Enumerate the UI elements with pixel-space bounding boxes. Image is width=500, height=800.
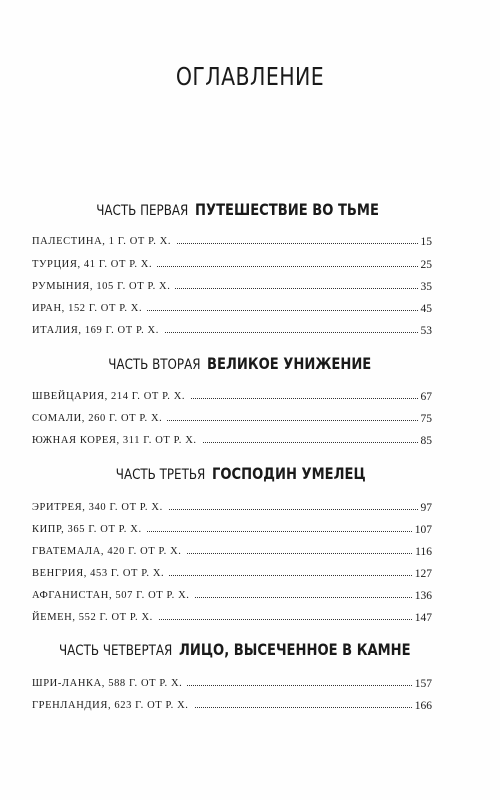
entry-name: ИТАЛИЯ, 169 Г. ОТ Р. Х. bbox=[32, 324, 164, 338]
part-label: ЧАСТЬ ТРЕТЬЯ bbox=[116, 467, 206, 483]
toc-entry bbox=[32, 276, 432, 294]
entry-name: ПАЛЕСТИНА, 1 Г. ОТ Р. Х. bbox=[32, 235, 176, 249]
entry-name: ГРЕНЛАНДИЯ, 623 Г. ОТ Р. Х. bbox=[32, 699, 194, 713]
entry-name: ИРАН, 152 Г. ОТ Р. Х. bbox=[32, 302, 147, 316]
toc-entry bbox=[32, 497, 432, 515]
entry-name: КИПР, 365 Г. ОТ Р. Х. bbox=[32, 523, 147, 537]
entry-name: ЮЖНАЯ КОРЕЯ, 311 Г. ОТ Р. Х. bbox=[32, 434, 202, 448]
toc-entry bbox=[32, 541, 432, 559]
toc-entry bbox=[32, 386, 432, 404]
toc-entry bbox=[32, 408, 432, 426]
toc-entry bbox=[32, 607, 432, 625]
entry-name: ШРИ-ЛАНКА, 588 Г. ОТ Р. Х. bbox=[32, 677, 187, 691]
entry-name: АФГАНИСТАН, 507 Г. ОТ Р. Х. bbox=[32, 589, 195, 603]
part-name: ПУТЕШЕСТВИЕ ВО ТЬМЕ bbox=[195, 200, 380, 219]
part-name: ГОСПОДИН УМЕЛЕЦ bbox=[212, 464, 366, 483]
entry-page: 53 bbox=[418, 324, 433, 338]
entry-name: СОМАЛИ, 260 Г. ОТ Р. Х. bbox=[32, 412, 167, 426]
toc-entry bbox=[32, 298, 432, 316]
entry-page: 25 bbox=[418, 258, 433, 272]
toc-entry bbox=[32, 585, 432, 603]
toc-entry bbox=[32, 254, 432, 272]
part-name: ВЕЛИКОЕ УНИЖЕНИЕ bbox=[207, 354, 372, 373]
entry-name: ГВАТЕМАЛА, 420 Г. ОТ Р. Х. bbox=[32, 545, 187, 559]
entry-page: 15 bbox=[418, 235, 433, 249]
entry-page: 97 bbox=[418, 501, 433, 515]
part-label: ЧАСТЬ ЧЕТВЕРТАЯ bbox=[58, 643, 173, 659]
entry-page: 107 bbox=[412, 523, 432, 537]
entry-page: 45 bbox=[418, 302, 433, 316]
toc-entry bbox=[32, 695, 432, 713]
part-name: ЛИЦО, ВЫСЕЧЕННОЕ В КАМНЕ bbox=[178, 640, 411, 659]
part-heading-1 bbox=[0, 200, 500, 219]
entry-page: 166 bbox=[412, 699, 432, 713]
toc-entry bbox=[32, 563, 432, 581]
entry-page: 116 bbox=[412, 545, 432, 559]
entry-page: 85 bbox=[418, 434, 433, 448]
part-heading-4 bbox=[0, 640, 500, 659]
entry-name: ЭРИТРЕЯ, 340 Г. ОТ Р. Х. bbox=[32, 501, 168, 515]
toc-entry bbox=[32, 320, 432, 338]
entry-page: 35 bbox=[418, 280, 433, 294]
entry-page: 157 bbox=[412, 677, 432, 691]
part-heading-3 bbox=[0, 464, 500, 483]
entry-name: ЙЕМЕН, 552 Г. ОТ Р. Х. bbox=[32, 611, 158, 625]
part-label: ЧАСТЬ ВТОРАЯ bbox=[108, 357, 201, 373]
toc-entry bbox=[32, 673, 432, 691]
entry-page: 147 bbox=[412, 611, 432, 625]
entry-page: 67 bbox=[418, 390, 433, 404]
part-heading-2 bbox=[0, 354, 500, 373]
entry-page: 127 bbox=[412, 567, 432, 581]
toc-entry bbox=[32, 519, 432, 537]
part-label: ЧАСТЬ ПЕРВАЯ bbox=[96, 203, 189, 219]
entry-name: ШВЕЙЦАРИЯ, 214 Г. ОТ Р. Х. bbox=[32, 390, 190, 404]
toc-entry bbox=[32, 231, 432, 249]
toc-entry bbox=[32, 430, 432, 448]
entry-name: ТУРЦИЯ, 41 Г. ОТ Р. Х. bbox=[32, 258, 157, 272]
entry-page: 75 bbox=[418, 412, 433, 426]
page-title: ОГЛАВЛЕНИЕ bbox=[175, 62, 325, 91]
entry-name: ВЕНГРИЯ, 453 Г. ОТ Р. Х. bbox=[32, 567, 169, 581]
entry-page: 136 bbox=[412, 589, 432, 603]
entry-name: РУМЫНИЯ, 105 Г. ОТ Р. Х. bbox=[32, 280, 175, 294]
